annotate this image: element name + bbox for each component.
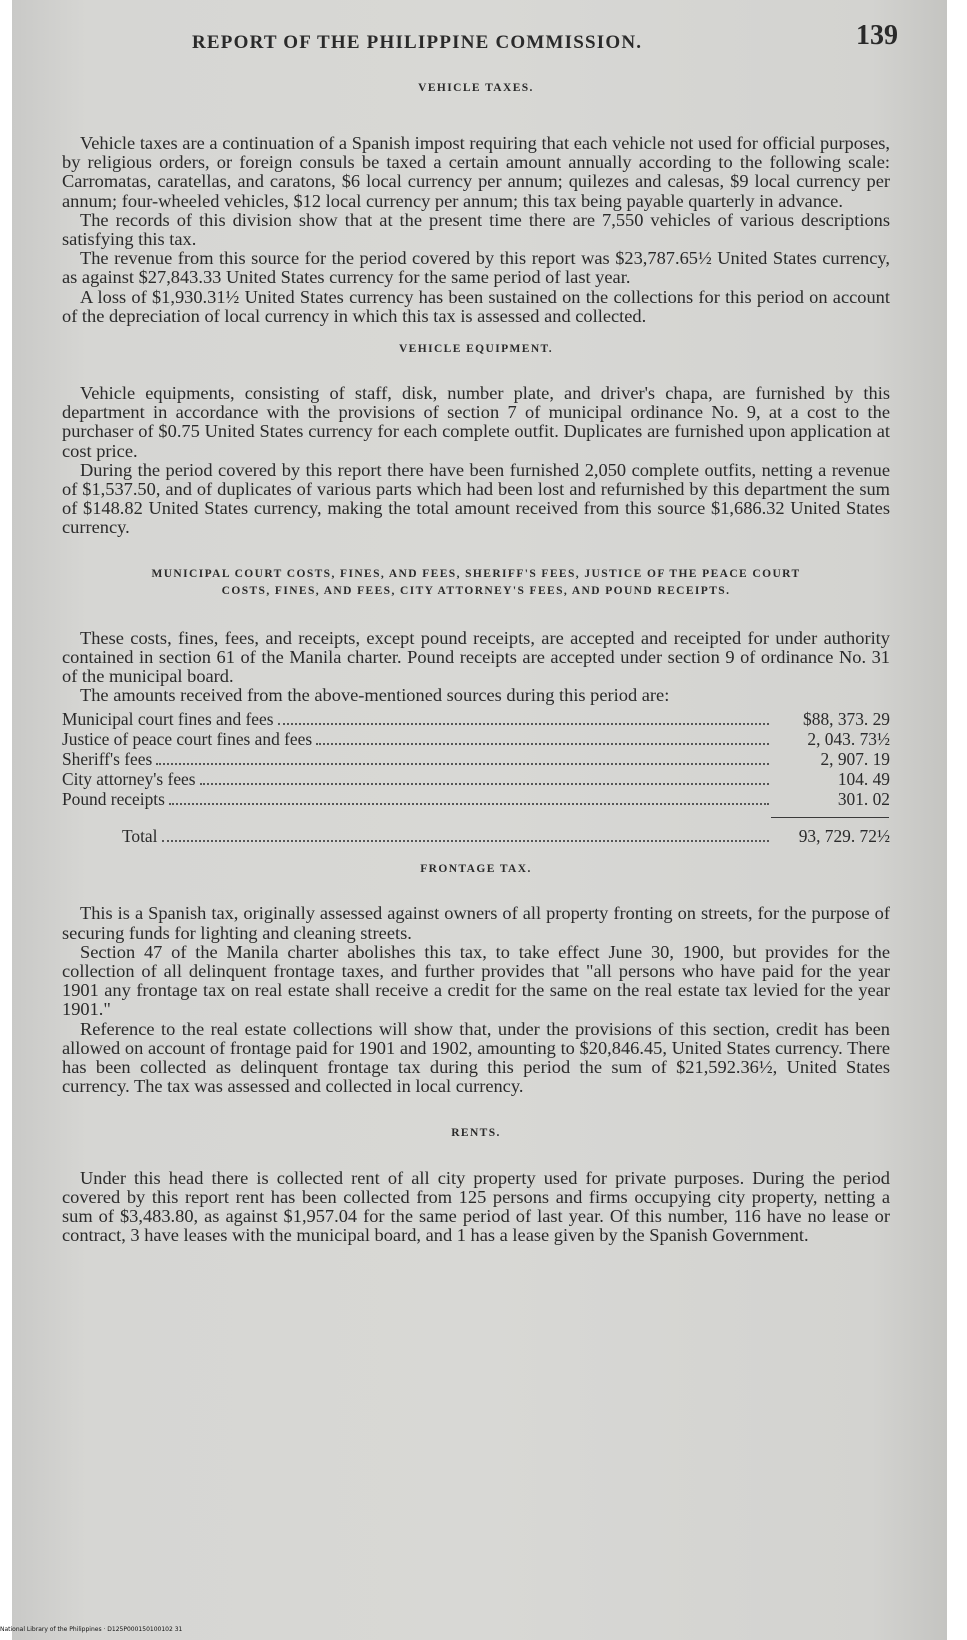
ledger-amount: 104. 49 — [837, 769, 890, 790]
ledger-row — [62, 709, 890, 729]
ledger-row — [62, 789, 890, 809]
ledger-label: Sheriff's fees — [62, 749, 153, 770]
total-rule — [771, 817, 889, 818]
paragraph: Reference to the real estate collections will show that, under the provisions of this section, credit has been allowed on account of frontage paid for 1901 and 1902, amounting to $20,846.45, United States currency. There has been collected as delinquent frontage tax during this period the sum of $21,592.36½, United States currency. The tax was assessed and collected in local currency. — [62, 1018, 890, 1097]
heading-line: COSTS, FINES, AND FEES, CITY ATTORNEY'S FEES, AND POUND RECEIPTS. — [221, 584, 731, 597]
ledger-amount: 2, 907. 19 — [820, 749, 890, 770]
paragraph: Section 47 of the Manila charter abolishes this tax, to take effect June 30, 1900, but provides for the collection of all delinquent frontage taxes, and further provides that "all persons who have paid for the year 1901 any frontage tax on real estate shall receive a credit for the same on the real estate tax levied for the year 1901." — [62, 941, 890, 1020]
paragraph: The amounts received from the above-mentioned sources during this period are: — [80, 685, 670, 706]
section-heading-vehicle-equipment: VEHICLE EQUIPMENT. — [398, 343, 554, 356]
section-heading-rents: RENTS. — [451, 1126, 501, 1139]
leader-dots — [200, 782, 769, 785]
ledger-label: Pound receipts — [62, 789, 165, 810]
paragraph: This is a Spanish tax, originally assessed against owners of all property fronting on streets, for the purpose of securing funds for lighting and cleaning streets. — [62, 903, 890, 943]
page-header — [12, 20, 947, 60]
leader-dots — [316, 742, 769, 745]
paragraph: The records of this division show that at the present time there are 7,550 vehicles of various descriptions satisfying this tax. — [62, 209, 890, 250]
ledger-total-row — [62, 826, 890, 846]
ledger-row — [62, 769, 890, 789]
ledger-label: Municipal court fines and fees — [62, 709, 274, 730]
total-label: Total — [122, 826, 158, 847]
ledger-row — [62, 749, 890, 769]
page-number: 139 — [856, 20, 898, 51]
paragraph: The revenue from this source for the period covered by this report was $23,787.65½ United States currency, as against $27,843.33 United States currency for the same period of last year. — [62, 248, 890, 288]
leader-dots — [169, 802, 769, 805]
leader-dots — [278, 722, 769, 725]
paragraph: During the period covered by this report there have been furnished 2,050 complete outfits, netting a revenue of $1,537.50, and of duplicates of various parts which had been lost and refurnished by this department the sum of $148.82 United States currency, making the total amount received from this source $1,686.32 United States currency. — [62, 459, 890, 538]
leader-dots — [156, 762, 769, 765]
section-heading-vehicle-taxes: VEHICLE TAXES. — [418, 82, 534, 94]
ledger-amount: 301. 02 — [837, 789, 890, 810]
section-heading-frontage-tax: FRONTAGE TAX. — [420, 863, 532, 876]
ledger-amount: $88, 373. 29 — [803, 709, 890, 730]
total-amount: 93, 729. 72½ — [798, 826, 890, 847]
running-title: REPORT OF THE PHILIPPINE COMMISSION. — [192, 32, 643, 53]
paragraph: Vehicle taxes are a continuation of a Spanish impost requiring that each vehicle not used for official purposes, by religious orders, or foreign consuls be taxed a certain amount annually according to the following scale: Carromatas, caratellas, and caratons, $6 local currency per annum; quilezes and calesas, $9 local currency per annum; four-wheeled vehicles, $12 local currency per annum; this tax being payable quarterly in advance. — [62, 133, 890, 211]
ledger-label: City attorney's fees — [62, 769, 196, 790]
paragraph: A loss of $1,930.31½ United States currency has been sustained on the collections for this period on account of the depreciation of local currency in which this tax is assessed and collected. — [62, 286, 890, 326]
ledger-row — [62, 729, 890, 749]
receipts-ledger — [62, 709, 890, 846]
heading-line: MUNICIPAL COURT COSTS, FINES, AND FEES, SHERIFF'S FEES, JUSTICE OF THE PEACE COURT — [151, 567, 801, 580]
document-page — [12, 0, 947, 1640]
leader-dots — [162, 839, 770, 842]
paragraph: Vehicle equipments, consisting of staff, disk, number plate, and driver's chapa, are furnished by this department in accordance with the provisions of section 7 of municipal ordinance No. 9, at a cost to the purchaser of $0.75 United States currency for each complete outfit. Duplicates are furnished upon application at cost price. — [62, 383, 890, 461]
section-heading-court-costs — [62, 566, 890, 600]
paragraph: These costs, fines, fees, and receipts, except pound receipts, are accepted and receipted for under authority contained in section 61 of the Manila charter. Pound receipts are accepted under section 9 of ordinance No. 31 of the municipal board. — [62, 627, 890, 687]
paragraph: Under this head there is collected rent of all city property used for private purposes. During the period covered by this report rent has been collected from 125 persons and firms occupying city property, netting a sum of $3,483.80, as against $1,957.04 for the same period of last year. Of this number, 116 have no lease or contract, 3 have leases with the municipal board, and 1 has a lease given by the Spanish Government. — [62, 1167, 890, 1246]
page-body — [62, 76, 890, 1245]
ledger-amount: 2, 043. 73½ — [807, 729, 890, 750]
ledger-label: Justice of peace court fines and fees — [62, 729, 313, 750]
scan-credit: National Library of the Philippines · D125P000150100102 31 — [0, 1626, 183, 1633]
